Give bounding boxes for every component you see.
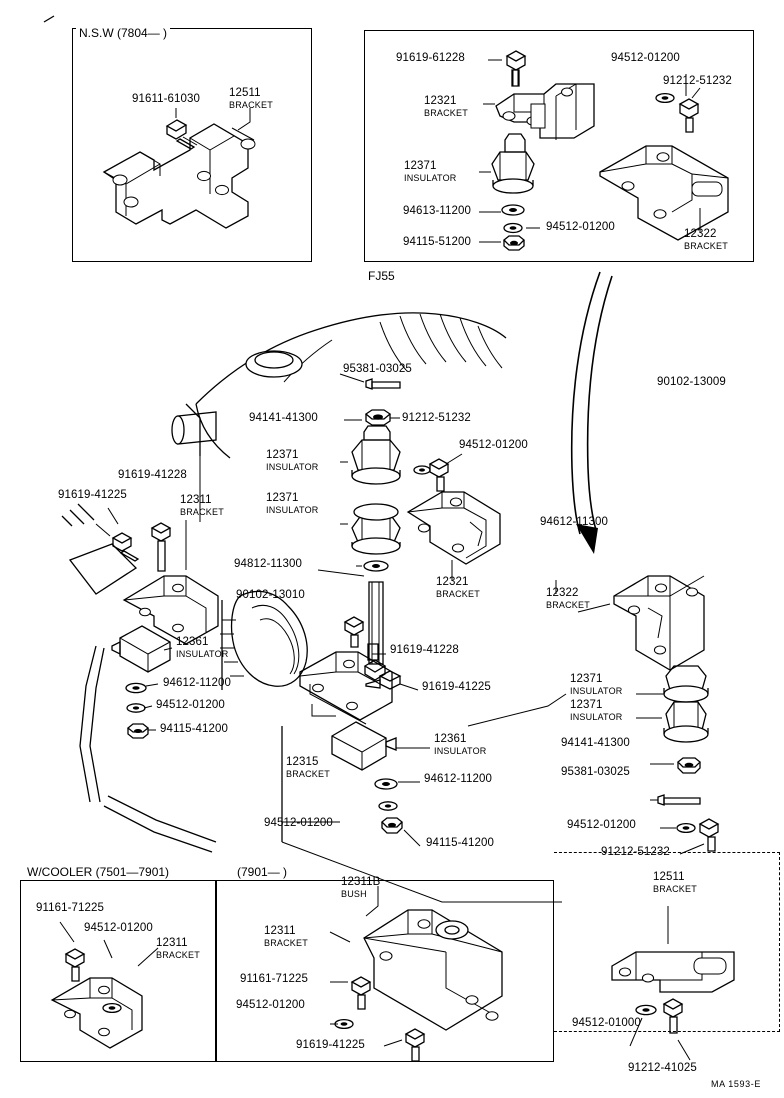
label-12511-bracket: 12511 BRACKET bbox=[229, 87, 273, 110]
label-94115-41200-c: 94115-41200 bbox=[426, 837, 495, 849]
label-94612-11200-c: 94612-11200 bbox=[424, 773, 493, 785]
label-94812-11300: 94812-11300 bbox=[234, 558, 303, 570]
label-91619-61228: 91619-61228 bbox=[396, 52, 465, 64]
panel-title-nsw: N.S.W (7804— ) bbox=[76, 27, 170, 39]
footer-code: MA 1593-E bbox=[711, 1079, 761, 1089]
label-12311-bracket-l: 12311 BRACKET bbox=[180, 494, 224, 517]
label-12371-insulator-r2: 12371 INSULATOR bbox=[570, 699, 623, 722]
label-94141-41300-r: 94141-41300 bbox=[561, 737, 630, 749]
label-91619-41228-l: 91619-41228 bbox=[118, 469, 187, 481]
label-94512-01200-c2: 94512-01200 bbox=[264, 817, 333, 829]
label-12371-insulator-c2: 12371 INSULATOR bbox=[266, 492, 319, 515]
label-94612-11300: 94612-11300 bbox=[540, 516, 609, 528]
label-91161-71225-bl: 91161-71225 bbox=[36, 902, 105, 914]
label-94115-51200: 94115-51200 bbox=[403, 236, 472, 248]
label-94512-01000: 94512-01000 bbox=[572, 1017, 641, 1029]
label-12311b-bush: 12311B BUSH bbox=[341, 876, 381, 899]
label-91212-51232-tr: 91212-51232 bbox=[663, 75, 732, 87]
label-12511-bracket-br: 12511 BRACKET bbox=[653, 871, 697, 894]
label-12361-insulator-l: 12361 INSULATOR bbox=[176, 636, 229, 659]
label-91212-51232-c: 91212-51232 bbox=[402, 412, 471, 424]
label-94613-11200: 94613-11200 bbox=[403, 205, 472, 217]
label-12311-bracket-bl: 12311 BRACKET bbox=[156, 937, 200, 960]
label-91212-51232-r: 91212-51232 bbox=[601, 846, 670, 858]
label-91619-41225-l: 91619-41225 bbox=[58, 489, 127, 501]
panel-nsw bbox=[72, 28, 312, 262]
label-12371-insulator-tr: 12371 INSULATOR bbox=[404, 160, 457, 183]
label-91161-71225-bc: 91161-71225 bbox=[240, 973, 309, 985]
label-94512-01200-bl: 94512-01200 bbox=[84, 922, 153, 934]
panel-title-7901: (7901— ) bbox=[234, 866, 290, 878]
label-94512-01200-r: 94512-01200 bbox=[567, 819, 636, 831]
label-94512-01200-tr: 94512-01200 bbox=[611, 52, 680, 64]
label-91611-61030: 91611-61030 bbox=[132, 93, 201, 105]
label-91619-41225-bc: 91619-41225 bbox=[296, 1039, 365, 1051]
label-94512-01200-c: 94512-01200 bbox=[459, 439, 528, 451]
panel-7901 bbox=[216, 880, 554, 1062]
label-12322-bracket-tr: 12322 BRACKET bbox=[684, 228, 728, 251]
label-12321-bracket: 12321 BRACKET bbox=[424, 95, 468, 118]
label-12315-bracket: 12315 BRACKET bbox=[286, 756, 330, 779]
label-91619-41225-c: 91619-41225 bbox=[422, 681, 491, 693]
label-95381-03025: 95381-03025 bbox=[343, 363, 412, 375]
label-94115-41200-l: 94115-41200 bbox=[160, 723, 229, 735]
panel-title-fj55: FJ55 bbox=[368, 269, 395, 283]
label-12371-insulator-c1: 12371 INSULATOR bbox=[266, 449, 319, 472]
label-12371-insulator-r1: 12371 INSULATOR bbox=[570, 673, 623, 696]
label-12361-insulator-c: 12361 INSULATOR bbox=[434, 733, 487, 756]
label-91212-41025: 91212-41025 bbox=[628, 1062, 697, 1074]
label-94512-01200-bc: 94512-01200 bbox=[236, 999, 305, 1011]
label-94512-01200-l: 94512-01200 bbox=[156, 699, 225, 711]
label-12321-bracket-c: 12321 BRACKET bbox=[436, 576, 480, 599]
label-91619-41228-c: 91619-41228 bbox=[390, 644, 459, 656]
label-90102-13009: 90102-13009 bbox=[657, 376, 726, 388]
label-12322-bracket-c: 12322 BRACKET bbox=[546, 587, 590, 610]
label-94512-01200-tr2: 94512-01200 bbox=[546, 221, 615, 233]
label-94612-11200-l: 94612-11200 bbox=[163, 677, 232, 689]
label-95381-03025-r: 95381-03025 bbox=[561, 766, 630, 778]
label-12311-bracket-bc: 12311 BRACKET bbox=[264, 925, 308, 948]
label-94141-41300: 94141-41300 bbox=[249, 412, 318, 424]
label-90102-13010: 90102-13010 bbox=[236, 589, 305, 601]
panel-title-wcooler: W/COOLER (7501—7901) bbox=[24, 866, 172, 878]
